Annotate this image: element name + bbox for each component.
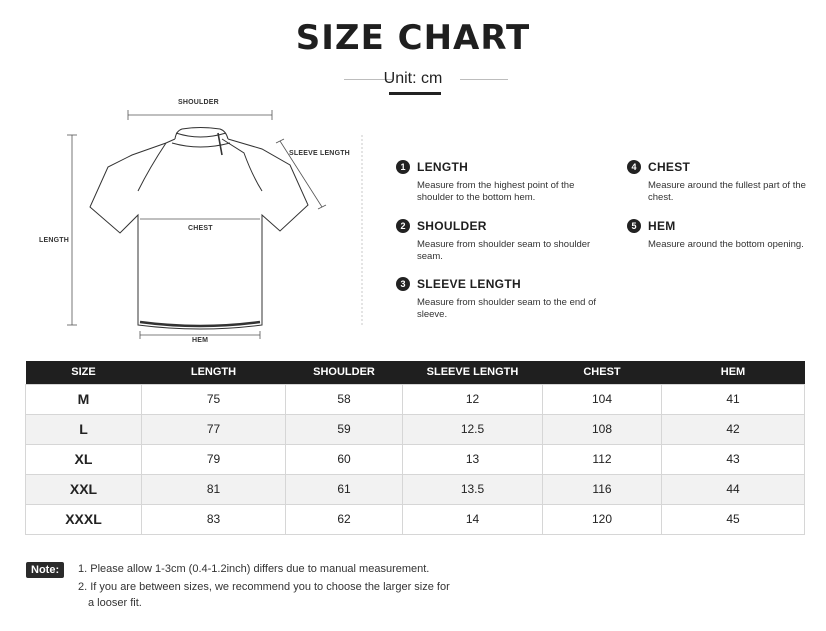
cell-size: XL: [26, 444, 142, 474]
table-header-row: [26, 361, 805, 384]
cell-length: 75: [142, 384, 286, 414]
cell-hem: 44: [662, 474, 805, 504]
cell-chest: 116: [543, 474, 662, 504]
cell-shoulder: 58: [286, 384, 403, 414]
page-title: SIZE CHART: [295, 18, 531, 58]
note-badge: Note:: [26, 562, 64, 578]
header-length: LENGTH: [142, 361, 286, 384]
cell-size: M: [26, 384, 142, 414]
cell-shoulder: 59: [286, 414, 403, 444]
table-row: [26, 444, 805, 474]
cell-shoulder: 60: [286, 444, 403, 474]
number-badge: 3: [396, 277, 410, 291]
cell-size: L: [26, 414, 142, 444]
header-shoulder: SHOULDER: [286, 361, 403, 384]
measure-title: SLEEVE LENGTH: [417, 277, 521, 291]
measure-desc: Measure from the highest point of the shoulder to the bottom hem.: [417, 180, 575, 203]
cell-hem: 45: [662, 504, 805, 534]
measure-item-length: [396, 160, 596, 204]
cell-chest: 104: [543, 384, 662, 414]
number-badge: 2: [396, 219, 410, 233]
note-line-1: 1. Please allow 1-3cm (0.4-1.2inch) differs due to manual measurement.: [78, 563, 430, 575]
tshirt-illustration: [0, 95, 380, 350]
diagram-label-length: LENGTH: [39, 237, 69, 244]
measure-desc: Measure around the bottom opening.: [648, 239, 804, 250]
cell-length: 79: [142, 444, 286, 474]
cell-size: XXXL: [26, 504, 142, 534]
unit-label: Unit: cm: [383, 70, 443, 87]
diagram-label-chest: CHEST: [188, 225, 213, 232]
cell-length: 81: [142, 474, 286, 504]
number-badge: 5: [627, 219, 641, 233]
size-table: [25, 361, 805, 535]
cell-sleeve-length: 13.5: [403, 474, 543, 504]
table-row: [26, 384, 805, 414]
measure-title: SHOULDER: [417, 219, 487, 233]
measure-desc: Measure around the fullest part of the chest.: [648, 180, 806, 203]
cell-hem: 43: [662, 444, 805, 474]
cell-length: 83: [142, 504, 286, 534]
diagram-label-hem: HEM: [192, 337, 209, 344]
cell-sleeve-length: 13: [403, 444, 543, 474]
header-chest: CHEST: [543, 361, 662, 384]
cell-shoulder: 61: [286, 474, 403, 504]
note-line-3: a looser fit.: [88, 597, 142, 609]
measure-desc: Measure from shoulder seam to shoulder seam.: [417, 239, 591, 262]
measure-title: CHEST: [648, 160, 691, 174]
measure-item-chest: [627, 160, 826, 204]
tshirt-diagram: [0, 95, 380, 350]
header-sleeve-length: SLEEVE LENGTH: [403, 361, 543, 384]
measure-item-sleeve-length: [396, 277, 596, 321]
header-size: SIZE: [26, 361, 142, 384]
number-badge: 1: [396, 160, 410, 174]
cell-chest: 120: [543, 504, 662, 534]
measure-title: HEM: [648, 219, 676, 233]
table-row: [26, 504, 805, 534]
number-badge: 4: [627, 160, 641, 174]
cell-sleeve-length: 12: [403, 384, 543, 414]
diagram-label-shoulder: SHOULDER: [178, 99, 219, 106]
cell-hem: 41: [662, 384, 805, 414]
measure-item-shoulder: [396, 219, 596, 263]
cell-sleeve-length: 14: [403, 504, 543, 534]
cell-sleeve-length: 12.5: [403, 414, 543, 444]
table-row: [26, 474, 805, 504]
diagram-label-sleeve-length: SLEEVE LENGTH: [289, 150, 350, 157]
measure-item-hem: [627, 219, 826, 251]
measure-title: LENGTH: [417, 160, 469, 174]
cell-size: XXL: [26, 474, 142, 504]
measure-desc: Measure from shoulder seam to the end of sleeve.: [417, 297, 597, 320]
cell-hem: 42: [662, 414, 805, 444]
table-row: [26, 414, 805, 444]
note-line-2: 2. If you are between sizes, we recommend you to choose the larger size for: [78, 581, 450, 593]
cell-length: 77: [142, 414, 286, 444]
cell-chest: 108: [543, 414, 662, 444]
header-hem: HEM: [662, 361, 805, 384]
cell-chest: 112: [543, 444, 662, 474]
cell-shoulder: 62: [286, 504, 403, 534]
unit-underline: [389, 92, 441, 95]
